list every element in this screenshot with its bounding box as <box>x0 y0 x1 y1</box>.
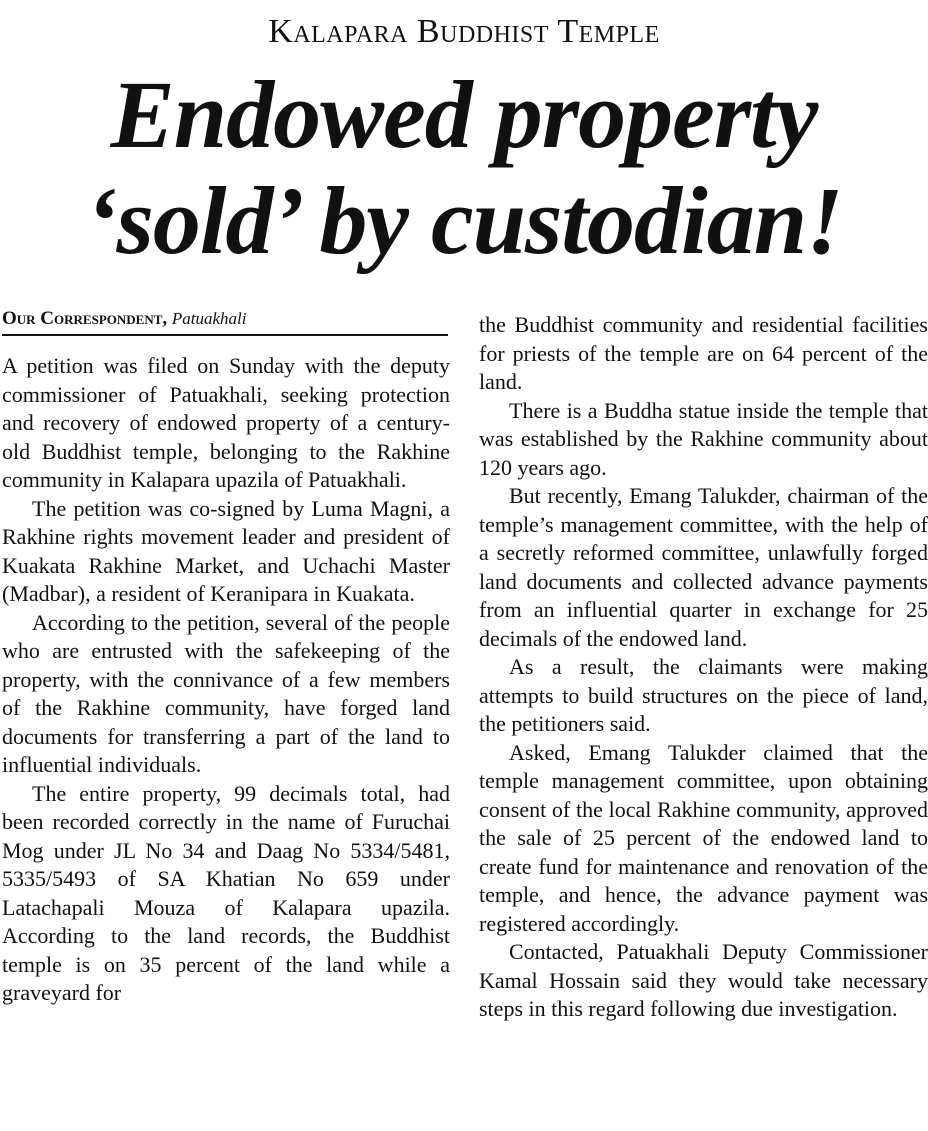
headline-line-2: ‘sold’ by custodian! <box>85 167 843 274</box>
article-paragraph: But recently, Emang Talukder, chairman of the temple’s management committee, with the help of a secretly reformed committee, unlawfully forged land documents and collected advance payments from an influential quarter in exchange for 25 decimals of the endowed land. <box>479 483 928 651</box>
byline-location: Patuakhali <box>171 309 247 328</box>
headline <box>0 62 928 274</box>
article-paragraph: Contacted, Patuakhali Deputy Commissioner Kamal Hossain said they would take necessary steps in this regard following due investigation. <box>479 939 928 1021</box>
byline-author: Our Correspondent, <box>2 308 168 329</box>
article-paragraph: Asked, Emang Talukder claimed that the temple management committee, upon obtaining consent of the local Rakhine community, approved the sale of 25 percent of the endowed land to create fund for maintenance and renovation of the temple, and hence, the advance payment was registered accordingly. <box>479 739 928 936</box>
article-paragraph: The entire property, 99 decimals total, had been recorded correctly in the name of Furuchai Mog under JL No 34 and Daag No 5334/5481, 5335/5493 of SA Khatian No 659 under Latachapali Mouza of Kalapara upazila. According to the land records, the Buddhist temple is on 35 percent of the land while a graveyard for <box>2 780 450 1005</box>
byline <box>2 306 448 336</box>
section-kicker: Kalapara Buddhist Temple <box>268 13 660 50</box>
headline-line-1: Endowed property <box>110 61 818 168</box>
article-paragraph: According to the petition, several of the people who are entrusted with the safekeeping of the property, with the connivance of a few members of the Rakhine community, have forged land documents for transferring a part of the land to influential individuals. <box>2 609 450 777</box>
article-column-left <box>2 352 450 1008</box>
article-paragraph: The petition was co-signed by Luma Magni, a Rakhine rights movement leader and president of Kuakata Rakhine Market, and Uchachi Master (Madbar), a resident of Keranipara in Kuakata. <box>2 495 450 606</box>
article-paragraph: As a result, the claimants were making attempts to build structures on the piece of land, the petitioners said. <box>479 654 928 736</box>
article-column-right <box>479 311 928 1024</box>
article-paragraph: There is a Buddha statue inside the temple that was established by the Rakhine community about 120 years ago. <box>479 397 928 480</box>
article-paragraph: A petition was filed on Sunday with the deputy commissioner of Patuakhali, seeking protection and recovery of endowed property of a century-old Buddhist temple, belonging to the Rakhine community in Kalapara upazila of Patuakhali. <box>2 353 450 492</box>
article-paragraph: the Buddhist community and residential facilities for priests of the temple are on 64 percent of the land. <box>479 312 928 394</box>
